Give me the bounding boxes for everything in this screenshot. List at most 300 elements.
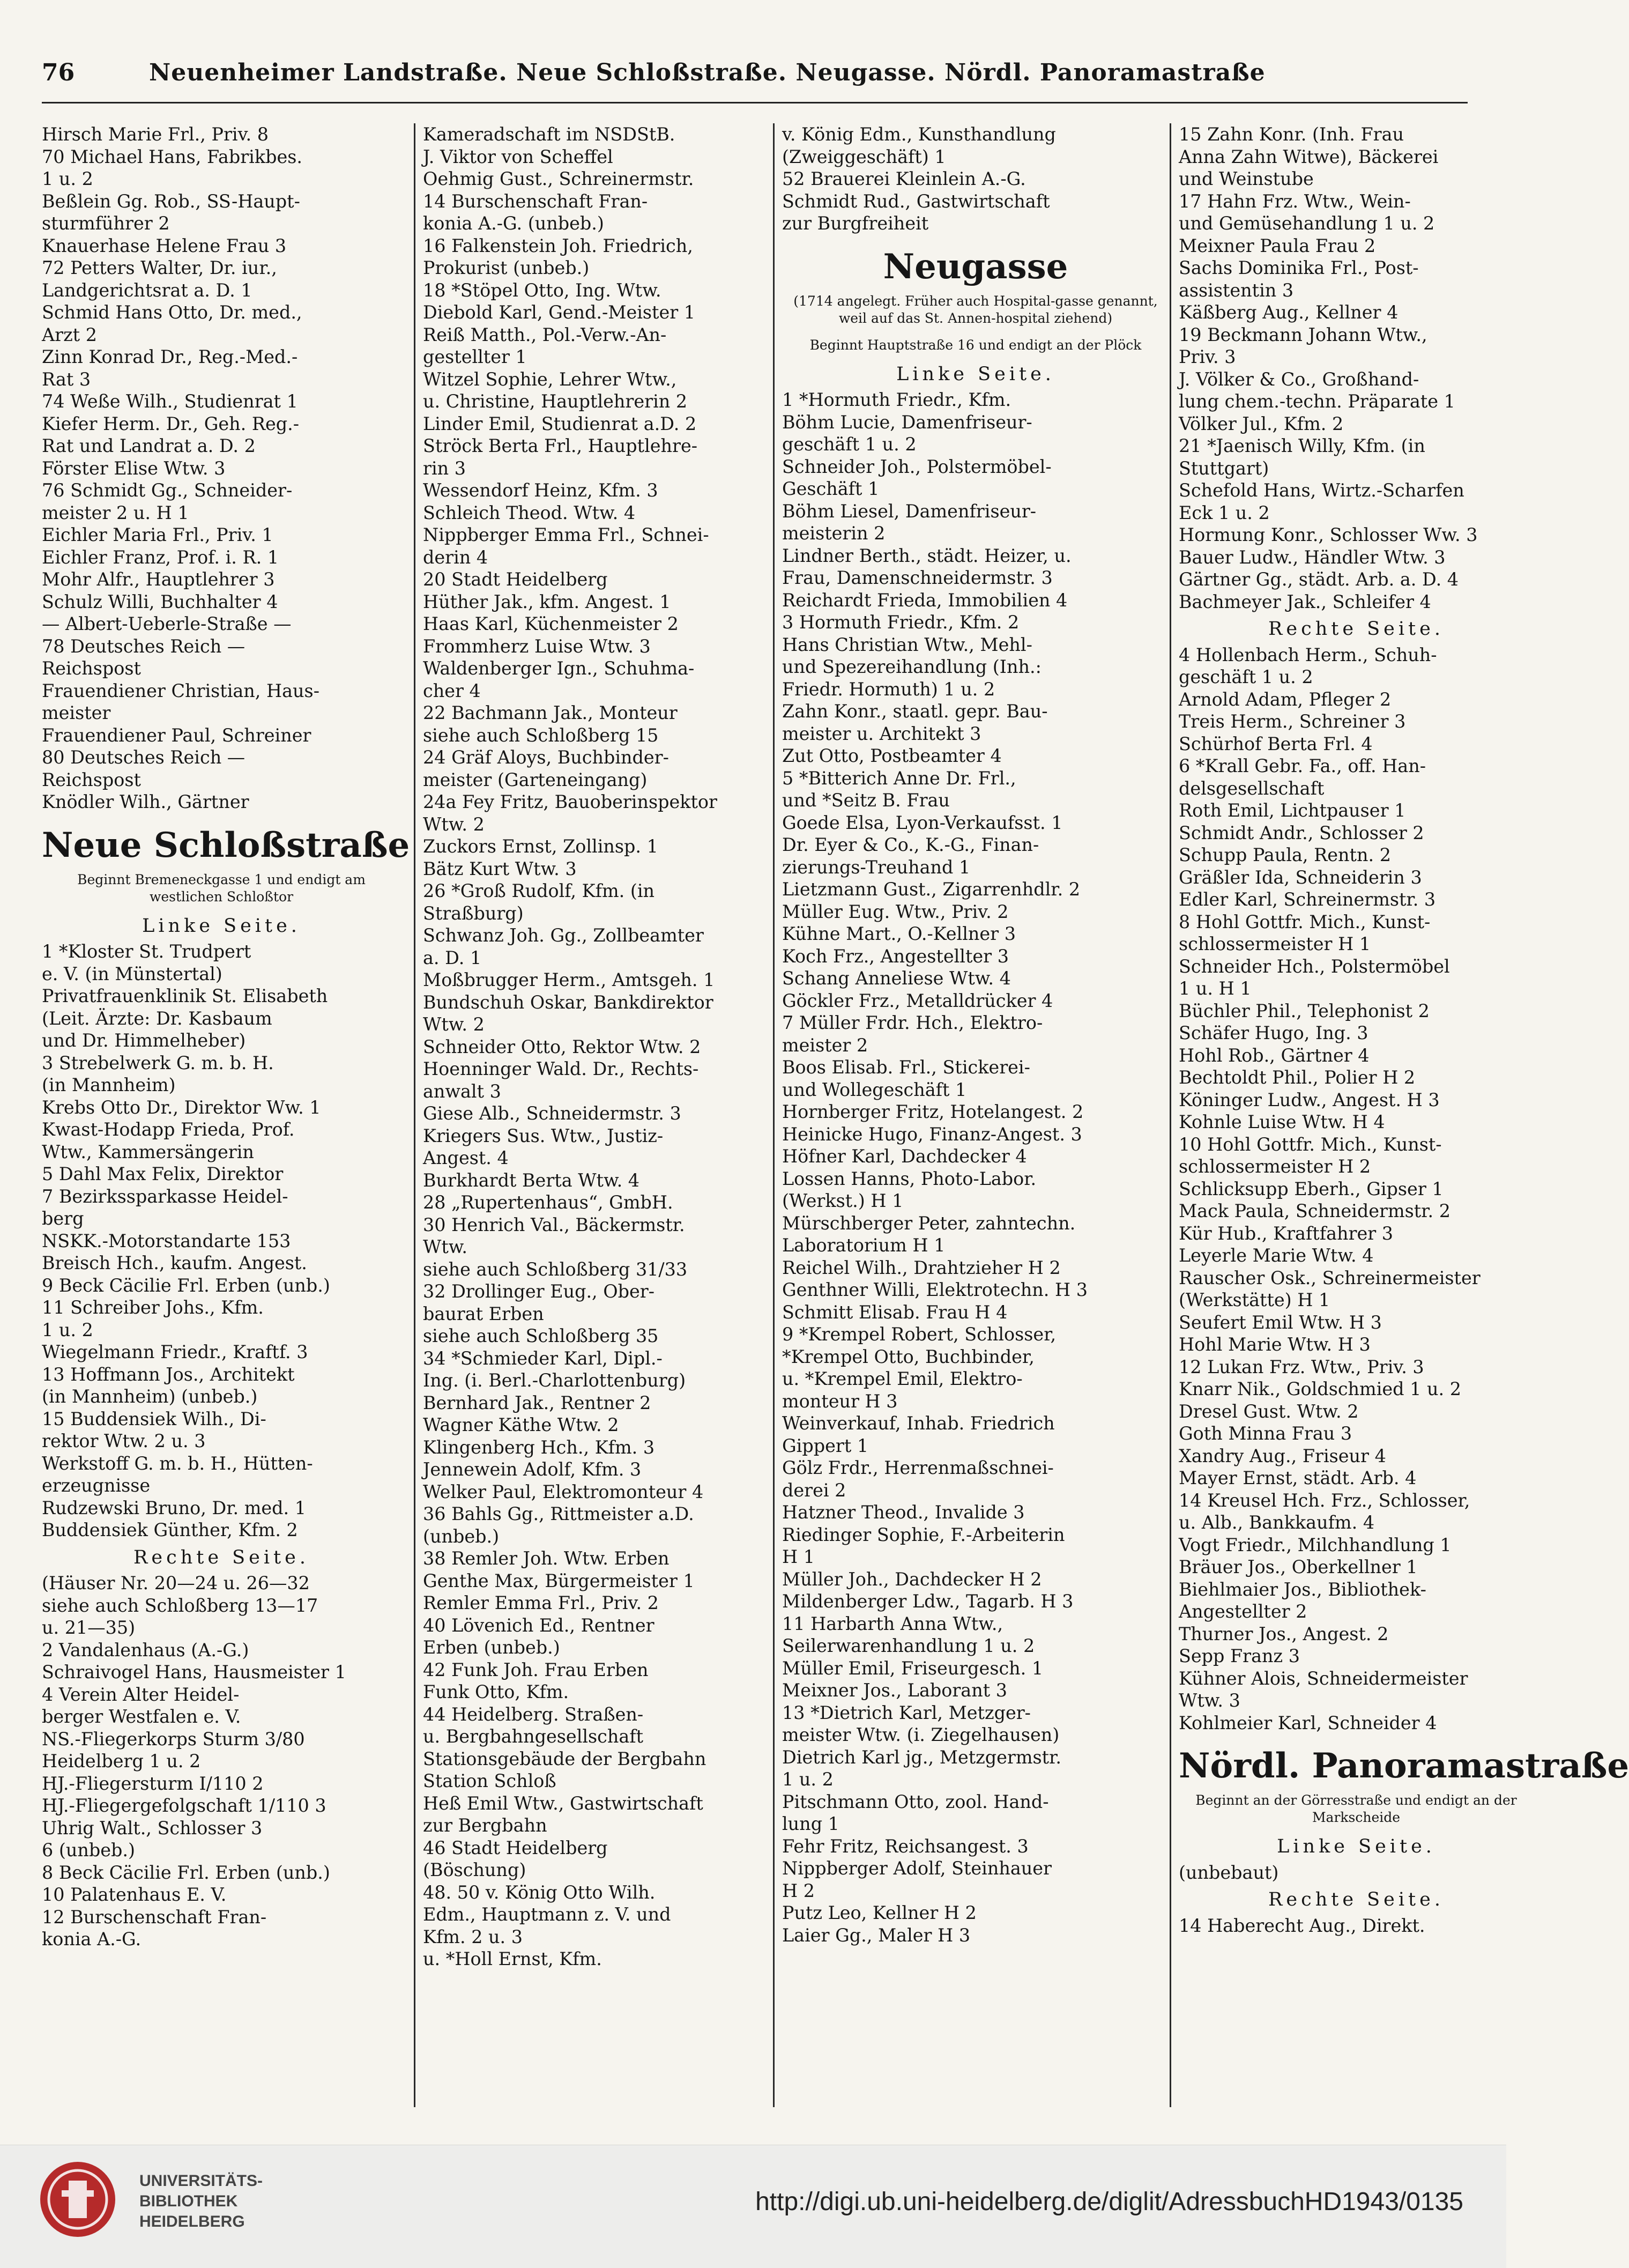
directory-line: Knarr Nik., Goldschmied 1 u. 2 (1179, 1378, 1461, 1399)
directory-line: Schmidt Andr., Schlosser 2 (1179, 822, 1424, 843)
directory-line: 24a Fey Fritz, Bauoberinspektor (423, 791, 717, 812)
directory-line: (Werkst.) H 1 (782, 1190, 904, 1211)
directory-line: a. D. 1 (423, 947, 482, 968)
directory-line: Kriegers Sus. Wtw., Justiz- (423, 1125, 664, 1146)
directory-line: Remler Emma Frl., Priv. 2 (423, 1592, 659, 1613)
directory-line: Schäfer Hugo, Ing. 3 (1179, 1022, 1368, 1043)
directory-line: Reiß Matth., Pol.-Verw.-An- (423, 324, 667, 345)
directory-line: 9 Beck Cäcilie Frl. Erben (unb.) (42, 1274, 330, 1296)
directory-line: 14 Haberecht Aug., Direkt. (1179, 1915, 1425, 1936)
directory-line: konia A.-G. (unbeb.) (423, 213, 604, 234)
directory-line: Treis Herm., Schreiner 3 (1179, 711, 1406, 732)
directory-line: Biehlmaier Jos., Bibliothek- (1179, 1578, 1426, 1600)
directory-line: Mack Paula, Schneidermstr. 2 (1179, 1200, 1451, 1221)
directory-line: 40 Lövenich Ed., Rentner (423, 1614, 654, 1636)
directory-line: HJ.-Fliegergefolgschaft 1/110 3 (42, 1795, 326, 1816)
directory-line: berg (42, 1208, 84, 1229)
street-section-title: Nördl. Panoramastraße (1179, 1746, 1629, 1786)
directory-line: meister u. Architekt 3 (782, 723, 981, 744)
directory-line: Bernhard Jak., Rentner 2 (423, 1392, 651, 1413)
directory-line: Mildenberger Ldw., Tagarb. H 3 (782, 1591, 1074, 1612)
directory-line: derin 4 (423, 546, 488, 568)
directory-line: 15 Buddensiek Wilh., Di- (42, 1408, 266, 1429)
directory-line: Frauendiener Paul, Schreiner (42, 724, 311, 746)
directory-line: Kühner Alois, Schneidermeister (1179, 1667, 1468, 1689)
directory-line: zur Burgfreiheit (782, 213, 929, 234)
directory-line: Leyerle Marie Wtw. 4 (1179, 1245, 1374, 1266)
university-seal-icon (38, 2159, 118, 2240)
column-1 (42, 123, 408, 2107)
page-number: 76 (42, 59, 75, 86)
directory-line: siehe auch Schloßberg 15 (423, 724, 659, 746)
street-side-heading: Rechte Seite. (1268, 1889, 1444, 1910)
directory-line: Straßburg) (423, 902, 524, 924)
directory-line: Breisch Hch., kaufm. Angest. (42, 1252, 307, 1273)
directory-line: Knauerhase Helene Frau 3 (42, 235, 287, 256)
directory-line: Gölz Frdr., Herrenmaßschnei- (782, 1457, 1054, 1478)
directory-line: 34 *Schmieder Karl, Dipl.- (423, 1347, 663, 1369)
directory-line: Lindner Berth., städt. Heizer, u. (782, 545, 1072, 566)
directory-line: 6 (unbeb.) (42, 1840, 136, 1861)
directory-line: gestellter 1 (423, 346, 527, 367)
directory-line: 1 u. 2 (782, 1769, 834, 1790)
directory-line: Hormung Konr., Schlosser Ww. 3 (1179, 524, 1478, 545)
directory-line: 19 Beckmann Johann Wtw., (1179, 324, 1427, 345)
directory-line: Hohl Marie Wtw. H 3 (1179, 1334, 1371, 1355)
directory-line: Göckler Frz., Metalldrücker 4 (782, 990, 1053, 1011)
directory-line: 21 *Jaenisch Willy, Kfm. (in (1179, 435, 1425, 456)
directory-line: Müller Joh., Dachdecker H 2 (782, 1568, 1042, 1590)
directory-line: monteur H 3 (782, 1390, 898, 1412)
directory-line: 80 Deutsches Reich — (42, 747, 246, 768)
directory-line: Kiefer Herm. Dr., Geh. Reg.- (42, 413, 300, 434)
directory-line: (unbeb.) (423, 1525, 500, 1547)
directory-line: (Zweiggeschäft) 1 (782, 146, 946, 167)
directory-line: Schwanz Joh. Gg., Zollbeamter (423, 925, 704, 946)
directory-line: 38 Remler Joh. Wtw. Erben (423, 1548, 670, 1569)
directory-line: 3 Strebelwerk G. m. b. H. (42, 1052, 274, 1073)
directory-line: u. Bergbahngesellschaft (423, 1726, 644, 1747)
directory-line: Hohl Rob., Gärtner 4 (1179, 1044, 1370, 1066)
directory-line: Jennewein Adolf, Kfm. 3 (423, 1459, 642, 1480)
directory-line: Heß Emil Wtw., Gastwirtschaft (423, 1792, 703, 1814)
directory-line: Zahn Konr., staatl. gepr. Bau- (782, 701, 1048, 722)
directory-line: Roth Emil, Lichtpauser 1 (1179, 800, 1406, 821)
directory-line: Reichspost (42, 769, 141, 790)
street-section-title: Neugasse (883, 246, 1068, 287)
directory-line: Anna Zahn Witwe), Bäckerei (1179, 146, 1439, 167)
directory-line: — Albert-Ueberle-Straße — (42, 613, 292, 634)
directory-line: Bauer Ludw., Händler Wtw. 3 (1179, 546, 1446, 568)
directory-line: siehe auch Schloßberg 31/33 (423, 1258, 688, 1280)
directory-line: siehe auch Schloßberg 35 (423, 1325, 659, 1346)
column-2 (414, 123, 771, 2107)
directory-line: Schürhof Berta Frl. 4 (1179, 733, 1373, 754)
directory-line: Seufert Emil Wtw. H 3 (1179, 1311, 1382, 1333)
directory-line: Haas Karl, Küchenmeister 2 (423, 613, 679, 634)
directory-line: 36 Bahls Gg., Rittmeister a.D. (423, 1503, 694, 1524)
directory-line: Wagner Käthe Wtw. 2 (423, 1414, 619, 1435)
directory-line: (Böschung) (423, 1859, 526, 1880)
directory-line: Gippert 1 (782, 1435, 869, 1456)
street-description: Beginnt Bremeneckgasse 1 und endigt am westlichen Schloßtor (77, 871, 366, 905)
directory-line: Ströck Berta Frl., Hauptlehre- (423, 435, 698, 456)
directory-line: H 1 (782, 1546, 815, 1567)
directory-line: Völker Jul., Kfm. 2 (1179, 413, 1344, 434)
directory-line: Stuttgart) (1179, 457, 1269, 479)
directory-line: Erben (unbeb.) (423, 1637, 560, 1658)
directory-line: Funk Otto, Kfm. (423, 1681, 569, 1702)
directory-line: Wtw. 3 (1179, 1690, 1240, 1711)
directory-line: Giese Alb., Schneidermstr. 3 (423, 1103, 681, 1124)
directory-line: Prokurist (unbeb.) (423, 257, 590, 278)
directory-line: Wtw., Kammersängerin (42, 1141, 254, 1162)
directory-line: geschäft 1 u. 2 (782, 434, 917, 455)
directory-line: Rat und Landrat a. D. 2 (42, 435, 256, 456)
directory-line: 1 *Hormuth Friedr., Kfm. (782, 389, 1011, 410)
directory-line: 42 Funk Joh. Frau Erben (423, 1659, 649, 1680)
directory-line: (in Mannheim) (42, 1074, 176, 1095)
directory-line: Rudzewski Bruno, Dr. med. 1 (42, 1497, 307, 1518)
column-3 (773, 123, 1169, 2107)
directory-line: Edm., Hauptmann z. V. und (423, 1904, 671, 1925)
directory-line: 3 Hormuth Friedr., Kfm. 2 (782, 612, 1020, 633)
directory-line: 12 Burschenschaft Fran- (42, 1906, 267, 1928)
directory-line: Weinverkauf, Inhab. Friedrich (782, 1413, 1055, 1434)
directory-line: 22 Bachmann Jak., Monteur (423, 702, 678, 723)
directory-line: geschäft 1 u. 2 (1179, 666, 1313, 687)
directory-line: Schmidt Rud., Gastwirtschaft (782, 190, 1050, 212)
street-description: Beginnt Hauptstraße 16 und endigt an der Plöck (809, 337, 1142, 353)
directory-line: 78 Deutsches Reich — (42, 635, 246, 657)
directory-line: Hatzner Theod., Invalide 3 (782, 1502, 1025, 1523)
directory-line: Müller Emil, Friseurgesch. 1 (782, 1657, 1044, 1679)
directory-line: 6 *Krall Gebr. Fa., off. Han- (1179, 755, 1426, 776)
directory-line: Eichler Maria Frl., Priv. 1 (42, 524, 273, 545)
page-header (42, 54, 1468, 103)
directory-line: 46 Stadt Heidelberg (423, 1837, 608, 1858)
directory-line: Hans Christian Wtw., Mehl- (782, 634, 1032, 655)
directory-line: Riedinger Sophie, F.-Arbeiterin (782, 1524, 1065, 1545)
directory-line: Wtw. 2 (423, 813, 485, 835)
directory-line: Meixner Paula Frau 2 (1179, 235, 1376, 256)
directory-line: Edler Karl, Schreinermstr. 3 (1179, 889, 1436, 910)
directory-line: Schneider Otto, Rektor Wtw. 2 (423, 1036, 701, 1057)
directory-line: 2 Vandalenhaus (A.-G.) (42, 1639, 249, 1661)
directory-line: 70 Michael Hans, Fabrikbes. (42, 146, 302, 167)
directory-line: schlossermeister H 1 (1179, 933, 1371, 954)
directory-line: rin 3 (423, 457, 466, 479)
directory-line: meister 2 (782, 1034, 868, 1056)
running-head: Neuenheimer Landstraße. Neue Schloßstraße. Neugasse. Nördl. Panoramastraße (149, 59, 1266, 86)
directory-line: Reichardt Frieda, Immobilien 4 (782, 589, 1068, 611)
directory-line: Böhm Lucie, Damenfriseur- (782, 411, 1032, 433)
directory-line: Genthner Willi, Elektrotechn. H 3 (782, 1279, 1088, 1300)
directory-line: Waldenberger Ign., Schuhma- (423, 658, 695, 679)
directory-line: v. König Edm., Kunsthandlung (782, 124, 1056, 145)
directory-line: Zuckors Ernst, Zollinsp. 1 (423, 836, 658, 857)
directory-line: Thurner Jos., Angest. 2 (1179, 1623, 1389, 1644)
directory-line: und Gemüsehandlung 1 u. 2 (1179, 213, 1435, 234)
directory-line: und *Seitz B. Frau (782, 790, 950, 811)
directory-line: Kohnle Luise Wtw. H 4 (1179, 1111, 1385, 1132)
directory-line: Kfm. 2 u. 3 (423, 1926, 523, 1947)
directory-line: 48. 50 v. König Otto Wilh. (423, 1881, 656, 1903)
directory-line: 26 *Groß Rudolf, Kfm. (in (423, 880, 655, 901)
directory-line: 1 u. H 1 (1179, 978, 1252, 999)
directory-line: Bechtoldt Phil., Polier H 2 (1179, 1067, 1416, 1088)
directory-line: Kühne Mart., O.-Kellner 3 (782, 923, 1016, 944)
directory-line: Schleich Theod. Wtw. 4 (423, 502, 636, 523)
directory-line: Meixner Jos., Laborant 3 (782, 1680, 1007, 1701)
directory-line: Arnold Adam, Pfleger 2 (1179, 688, 1392, 710)
directory-line: Vogt Friedr., Milchhandlung 1 (1179, 1534, 1452, 1555)
directory-line: Kwast-Hodapp Frieda, Prof. (42, 1119, 295, 1140)
directory-line: 1 u. 2 (42, 1319, 93, 1340)
directory-line: Oehmig Gust., Schreinermstr. (423, 168, 694, 189)
directory-line: berger Westfalen e. V. (42, 1706, 241, 1727)
directory-line: J. Völker & Co., Großhand- (1179, 368, 1419, 390)
directory-line: u. Alb., Bankkaufm. 4 (1179, 1512, 1375, 1533)
directory-line: 74 Weße Wilh., Studienrat 1 (42, 391, 298, 412)
directory-line: rektor Wtw. 2 u. 3 (42, 1431, 206, 1451)
directory-line: 5 Dahl Max Felix, Direktor (42, 1163, 284, 1184)
directory-line: 1 u. 2 (42, 168, 93, 189)
directory-line: Koch Frz., Angestellter 3 (782, 945, 1009, 967)
directory-line: konia A.-G. (42, 1929, 142, 1950)
directory-line: und Weinstube (1179, 168, 1314, 189)
directory-line: 10 Hohl Gottfr. Mich., Kunst- (1179, 1133, 1442, 1155)
directory-line: Dresel Gust. Wtw. 2 (1179, 1400, 1359, 1422)
street-section-title: Neue Schloßstraße (42, 825, 410, 865)
directory-line: Frommherz Luise Wtw. 3 (423, 635, 651, 657)
library-logo-line: BIBLIOTHEK (139, 2192, 238, 2210)
directory-line: Nippberger Adolf, Steinhauer (782, 1858, 1052, 1879)
directory-line: 14 Kreusel Hch. Frz., Schlosser, (1179, 1489, 1470, 1511)
directory-line: und Dr. Himmelheber) (42, 1030, 246, 1051)
directory-line: J. Viktor von Scheffel (423, 146, 613, 167)
viewer-footer (0, 2145, 1506, 2268)
directory-line: Schefold Hans, Wirtz.-Scharfen (1179, 480, 1464, 501)
directory-line: u. *Krempel Emil, Elektro- (782, 1368, 1023, 1389)
directory-line: Putz Leo, Kellner H 2 (782, 1902, 977, 1923)
directory-line: Kameradschaft im NSDStB. (423, 124, 675, 145)
directory-line: cher 4 (423, 680, 481, 701)
directory-line: Laier Gg., Maler H 3 (782, 1924, 971, 1946)
directory-line: Zinn Konrad Dr., Reg.-Med.- (42, 346, 298, 367)
street-description: (1714 angelegt. Früher auch Hospital-gasse genannt, weil auf das St. Annen-hospital ziehend) (793, 293, 1158, 326)
directory-line: Wiegelmann Friedr., Kraftf. 3 (42, 1341, 308, 1362)
directory-line: 9 *Krempel Robert, Schlosser, (782, 1324, 1057, 1345)
directory-line: 28 „Rupertenhaus“, GmbH. (423, 1192, 673, 1213)
directory-line: 32 Drollinger Eug., Ober- (423, 1281, 655, 1302)
directory-line: Hornberger Fritz, Hotelangest. 2 (782, 1101, 1084, 1122)
directory-line: und Spezereihandlung (Inh.: (782, 656, 1042, 677)
directory-line: meister (42, 702, 111, 723)
directory-line: Schmitt Elisab. Frau H 4 (782, 1301, 1008, 1323)
directory-line: Boos Elisab. Frl., Stickerei- (782, 1057, 1030, 1078)
directory-line: Dietrich Karl jg., Metzgermstr. (782, 1746, 1061, 1768)
directory-line: (in Mannheim) (unbeb.) (42, 1386, 258, 1407)
source-url[interactable]: http://digi.ub.uni-heidelberg.de/diglit/AdressbuchHD1943/0135 (755, 2188, 1463, 2216)
directory-line: Stationsgebäude der Bergbahn (423, 1748, 706, 1769)
directory-line: Buddensiek Günther, Kfm. 2 (42, 1520, 298, 1540)
directory-line: e. V. (in Münstertal) (42, 963, 222, 984)
directory-line: Hirsch Marie Frl., Priv. 8 (42, 124, 269, 145)
directory-line: Kohlmeier Karl, Schneider 4 (1179, 1712, 1437, 1733)
library-logo-line: HEIDELBERG (139, 2213, 245, 2230)
directory-line: (Häuser Nr. 20—24 u. 26—32 (42, 1573, 310, 1593)
directory-line: Angestellter 2 (1179, 1601, 1307, 1622)
directory-line: Bundschuh Oskar, Bankdirektor (423, 991, 713, 1013)
directory-line: Lossen Hanns, Photo-Labor. (782, 1168, 1037, 1189)
directory-line: 1 *Kloster St. Trudpert (42, 941, 251, 962)
directory-line: meister 2 u. H 1 (42, 502, 189, 523)
directory-line: Käßberg Aug., Kellner 4 (1179, 302, 1399, 323)
directory-line: Schneider Hch., Polstermöbel (1179, 955, 1450, 977)
directory-line: Zut Otto, Postbeamter 4 (782, 745, 1002, 766)
directory-line: 13 *Dietrich Karl, Metzger- (782, 1702, 1031, 1723)
directory-line: Knödler Wilh., Gärtner (42, 791, 249, 812)
directory-line: Wessendorf Heinz, Kfm. 3 (423, 480, 658, 501)
directory-line: 72 Petters Walter, Dr. iur., (42, 257, 277, 278)
street-side-heading: Linke Seite. (142, 915, 301, 937)
street-side-heading: Rechte Seite. (1268, 618, 1444, 640)
street-side-heading: Linke Seite. (896, 363, 1055, 385)
directory-columns (42, 123, 1629, 2107)
directory-line: 5 *Bitterich Anne Dr. Frl., (782, 767, 1016, 789)
directory-line: Beßlein Gg. Rob., SS-Haupt- (42, 190, 300, 212)
directory-line: Frauendiener Christian, Haus- (42, 680, 319, 701)
directory-line: baurat Erben (423, 1303, 544, 1324)
directory-line: erzeugnisse (42, 1475, 151, 1496)
directory-line: Nippberger Emma Frl., Schnei- (423, 524, 709, 545)
directory-line: 12 Lukan Frz. Wtw., Priv. 3 (1179, 1356, 1424, 1377)
directory-line: Privatfrauenklinik St. Elisabeth (42, 985, 328, 1006)
directory-line: u. Christine, Hauptlehrerin 2 (423, 391, 688, 412)
directory-line: Reichel Wilh., Drahtzieher H 2 (782, 1257, 1061, 1278)
directory-line: Witzel Sophie, Lehrer Wtw., (423, 368, 677, 390)
directory-line: assistentin 3 (1179, 279, 1294, 301)
directory-line: Bätz Kurt Wtw. 3 (423, 858, 577, 879)
directory-line: Sepp Franz 3 (1179, 1646, 1300, 1666)
directory-line: Linder Emil, Studienrat a.D. 2 (423, 413, 697, 434)
directory-line: Priv. 3 (1179, 346, 1236, 367)
directory-line: siehe auch Schloßberg 13—17 (42, 1595, 318, 1616)
directory-line: lung 1 (782, 1813, 839, 1834)
directory-line: 44 Heidelberg. Straßen- (423, 1703, 644, 1725)
directory-line: Mayer Ernst, städt. Arb. 4 (1179, 1467, 1417, 1488)
directory-line: Rat 3 (42, 368, 91, 390)
directory-line: Laboratorium H 1 (782, 1235, 946, 1256)
directory-line: Höfner Karl, Dachdecker 4 (782, 1146, 1027, 1167)
directory-line: Moßbrugger Herm., Amtsgeh. 1 (423, 969, 715, 990)
directory-line: (Werkstätte) H 1 (1179, 1289, 1330, 1310)
directory-line: Schneider Joh., Polstermöbel- (782, 456, 1052, 477)
directory-line: Wtw. 2 (423, 1014, 485, 1035)
directory-line: Büchler Phil., Telephonist 2 (1179, 1000, 1430, 1021)
directory-line: Uhrig Walt., Schlosser 3 (42, 1817, 263, 1839)
directory-line: Werkstoff G. m. b. H., Hütten- (42, 1452, 313, 1474)
directory-line: Schang Anneliese Wtw. 4 (782, 968, 1011, 989)
directory-line: u. *Holl Ernst, Kfm. (423, 1948, 602, 1969)
directory-line: delsgesellschaft (1179, 777, 1325, 799)
directory-line: zierungs-Treuhand 1 (782, 856, 971, 878)
directory-line: derei 2 (782, 1479, 846, 1501)
directory-line: Friedr. Hormuth) 1 u. 2 (782, 678, 995, 700)
directory-line: Pitschmann Otto, zool. Hand- (782, 1791, 1049, 1812)
directory-line: Bräuer Jos., Oberkellner 1 (1179, 1557, 1418, 1577)
directory-line: u. 21—35) (42, 1617, 136, 1638)
directory-line: Klingenberg Hch., Kfm. 3 (423, 1436, 655, 1458)
directory-line: 16 Falkenstein Joh. Friedrich, (423, 235, 693, 256)
library-logo-text (139, 2171, 263, 2232)
directory-line: Seilerwarenhandlung 1 u. 2 (782, 1635, 1035, 1656)
directory-line: Schulz Willi, Buchhalter 4 (42, 591, 278, 612)
column-4 (1170, 123, 1629, 2107)
street-side-heading: Linke Seite. (1277, 1836, 1435, 1857)
directory-line: *Krempel Otto, Buchbinder, (782, 1346, 1035, 1367)
directory-line: 11 Harbarth Anna Wtw., (782, 1613, 1003, 1634)
directory-line: Müller Eug. Wtw., Priv. 2 (782, 901, 1009, 922)
directory-line: Genthe Max, Bürgermeister 1 (423, 1570, 695, 1591)
directory-line: lung chem.-techn. Präparate 1 (1179, 391, 1455, 412)
directory-line: Frau, Damenschneidermstr. 3 (782, 567, 1053, 588)
directory-line: Eck 1 u. 2 (1179, 502, 1270, 523)
directory-line: Böhm Liesel, Damenfriseur- (782, 500, 1037, 522)
directory-line: Fehr Fritz, Reichsangest. 3 (782, 1835, 1029, 1857)
directory-line: Xandry Aug., Friseur 4 (1179, 1445, 1386, 1466)
directory-line: Mohr Alfr., Hauptlehrer 3 (42, 569, 275, 590)
directory-line: Schupp Paula, Rentn. 2 (1179, 844, 1391, 865)
directory-line: Heidelberg 1 u. 2 (42, 1751, 201, 1772)
directory-line: 18 *Stöpel Otto, Ing. Wtw. (423, 279, 661, 301)
directory-line: Sachs Dominika Frl., Post- (1179, 257, 1419, 278)
directory-line: (unbebaut) (1179, 1862, 1279, 1883)
directory-line: sturmführer 2 (42, 213, 170, 234)
directory-line: 4 Verein Alter Heidel- (42, 1684, 240, 1705)
directory-line: 24 Gräf Aloys, Buchbinder- (423, 747, 669, 768)
directory-line: (Leit. Ärzte: Dr. Kasbaum (42, 1007, 272, 1029)
directory-line: Landgerichtsrat a. D. 1 (42, 279, 252, 301)
directory-line: 7 Müller Frdr. Hch., Elektro- (782, 1012, 1043, 1033)
directory-line: Schlicksupp Eberh., Gipser 1 (1179, 1178, 1444, 1199)
directory-line: NS.-Fliegerkorps Sturm 3/80 (42, 1728, 305, 1750)
directory-line: anwalt 3 (423, 1080, 501, 1102)
directory-line: Rauscher Osk., Schreinermeister (1179, 1267, 1481, 1288)
directory-line: zur Bergbahn (423, 1815, 547, 1836)
directory-line: Förster Elise Wtw. 3 (42, 457, 226, 479)
directory-line: Eichler Franz, Prof. i. R. 1 (42, 546, 279, 568)
directory-line: Lietzmann Gust., Zigarrenhdlr. 2 (782, 879, 1081, 900)
directory-line: Geschäft 1 (782, 478, 880, 499)
street-side-heading: Rechte Seite. (133, 1546, 309, 1568)
directory-line: 14 Burschenschaft Fran- (423, 190, 648, 212)
directory-line: H 2 (782, 1880, 815, 1901)
directory-line: Reichspost (42, 658, 141, 679)
directory-line: meister Wtw. (i. Ziegelhausen) (782, 1724, 1060, 1745)
directory-line: Kür Hub., Kraftfahrer 3 (1179, 1222, 1394, 1244)
directory-line: Arzt 2 (42, 324, 97, 345)
directory-line: meister (Garteneingang) (423, 769, 648, 790)
directory-line: 52 Brauerei Kleinlein A.-G. (782, 168, 1026, 189)
directory-line: Heinicke Hugo, Finanz-Angest. 3 (782, 1123, 1082, 1145)
directory-line: 7 Bezirkssparkasse Heidel- (42, 1185, 288, 1207)
directory-line: Angest. 4 (423, 1147, 509, 1168)
directory-line: 76 Schmidt Gg., Schneider- (42, 480, 293, 501)
directory-line: Dr. Eyer & Co., K.-G., Finan- (782, 834, 1039, 855)
directory-line: 13 Hoffmann Jos., Architekt (42, 1363, 295, 1385)
